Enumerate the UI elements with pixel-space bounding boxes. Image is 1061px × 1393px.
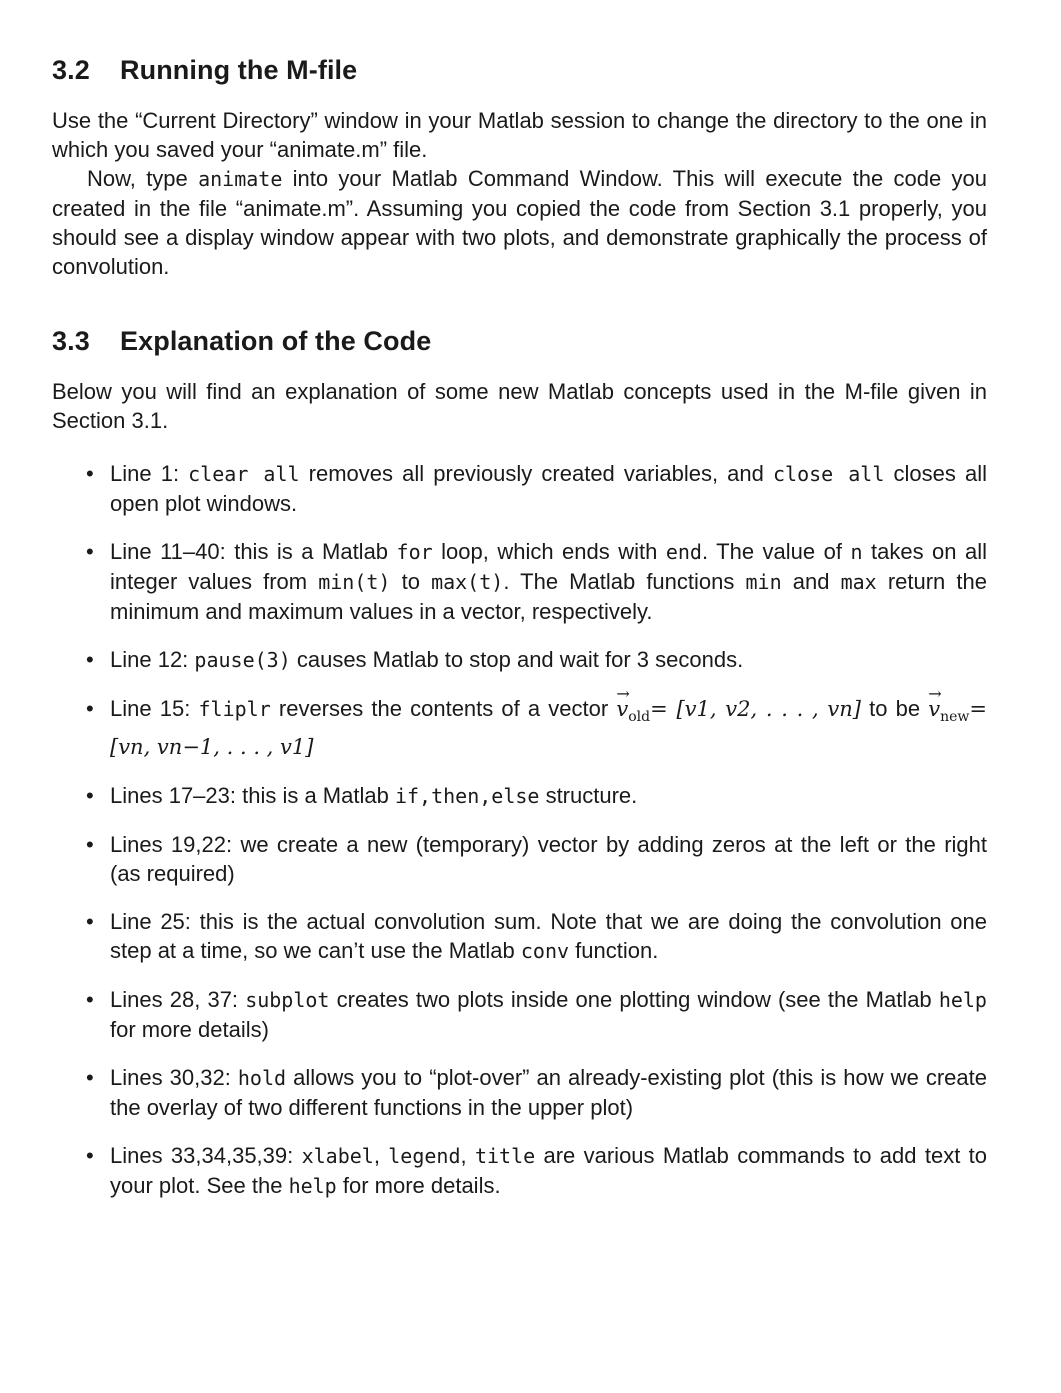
list-item: • Line 11–40: this is a Matlab for loop, which ends with end. The value of n takes on all integer values from min(t) to max(t). The Matlab functions min and max return the minimum and maximum values in a vector, respectively. [86,539,988,624]
list-item: • Line 12: pause(3) causes Matlab to stop and wait for 3 seconds. [86,647,744,672]
math-v-old: → $v_{old}= [v1$, v2, . . . , vn] [616,697,861,721]
list-item: • Line 25: this is the actual convolution sum. Note that we are doing the convolution one step at a time, so we can’t use the Matlab conv function. [86,909,987,964]
code-span: fliplr [198,697,271,721]
paragraph-current-directory: Use the “Current Directory” window in your Matlab session to change the directory to the one in which you saved your “animate.m” file. [52,108,987,162]
code-span: hold [237,1066,287,1091]
bullet-icon: • [86,987,94,1013]
code-span: max(t) [431,570,504,594]
code-span: title [474,1144,536,1169]
code-span: max [840,570,877,594]
code-span: xlabel [301,1144,374,1169]
list-item: • Lines 30,32: hold allows you to “plot-over” an already-existing plot (this is how we create the overlay of two different functions in the upper plot) [86,1065,988,1121]
list-item: • Lines 17–23: this is a Matlab if,then,else structure. [86,783,638,809]
code-span: if,then,else [394,784,540,809]
bullet-icon: • [86,832,94,858]
code-span: n [850,540,863,564]
bullet-icon: • [86,909,94,935]
code-span: min(t) [318,570,391,594]
code-span: subplot [245,988,330,1013]
list-item: • Line 15: fliplr reverses the contents of a vector → $v_{old}= [v1$, v2, . . . , vn] to be → $v_{new}= [vn$, vn−1, . . . , v1] [52,694,987,762]
bullet-icon: • [86,539,94,564]
code-span: help [938,988,987,1013]
code-span: end [665,540,702,564]
explanation-list [52,459,987,1201]
code-span: clear all [188,462,300,486]
code-span: help [288,1174,337,1199]
vector-arrow-icon: → v [928,695,940,724]
list-item: • Lines 28, 37: subplot creates two plots inside one plotting window (see the Matlab help for more details) [86,987,987,1043]
paragraph-intro: Below you will find an explanation of some new Matlab concepts used in the M-file given in Section 3.1. [52,379,987,433]
math-v-new: → $v_{new}= [vn$, vn−1, . . . , v1] [110,697,987,759]
section-number: 3.2 [52,55,90,85]
math-new-vector: [vn, vn−1, . . . , v1] [110,735,314,760]
bullet-icon: • [86,783,94,809]
section-heading-3-2 [52,50,987,90]
section-heading-3-3 [52,321,987,361]
list-item: • Lines 19,22: we create a new (temporary) vector by adding zeros at the left or the right (as required) [86,832,987,887]
section-title: Running the M-file [120,55,358,85]
paragraph-type-animate: Now, type animate into your Matlab Command Window. This will execute the code you created in the file “animate.m”. Assuming you copied the code from Section 3.1 properly, you should see a display window appear with two plots, and demonstrate graphically the process of convolution. [52,166,987,279]
vector-arrow-icon: → v [616,695,628,724]
page-content [52,50,987,1201]
math-old-vector: [v1, v2, . . . , vn] [676,697,861,721]
bullet-icon: • [86,461,94,486]
code-span: pause(3) [194,648,291,672]
bullet-icon: • [86,647,94,672]
list-item: • Lines 33,34,35,39: xlabel, legend, title are various Matlab commands to add text to your plot. See the help for more details. [86,1143,987,1199]
section-number: 3.3 [52,326,90,356]
section-title: Explanation of the Code [120,326,432,356]
code-animate: animate [198,167,283,191]
bullet-icon: • [86,696,94,721]
code-span: close all [773,462,885,486]
code-span: for [396,540,433,564]
code-span: min [745,570,782,594]
list-item: • Line 1: clear all removes all previously created variables, and close all closes all open plot windows. [86,461,987,516]
bullet-icon: • [86,1143,94,1169]
code-span: legend [388,1144,461,1169]
bullet-icon: • [86,1065,94,1091]
code-span: conv [520,939,570,964]
